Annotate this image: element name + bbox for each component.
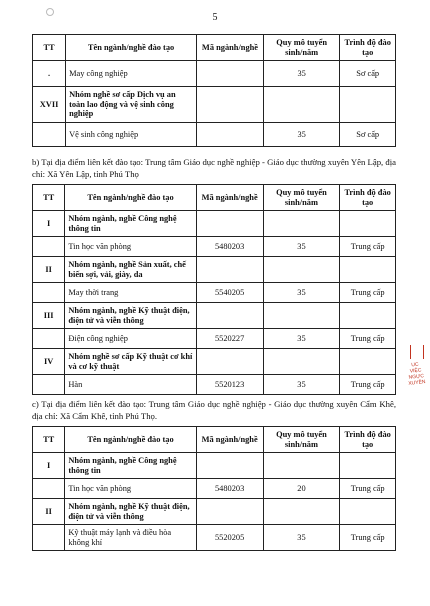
cell-tt: IV: [33, 349, 65, 375]
cell-level: [340, 453, 396, 479]
cell-tt: [33, 375, 65, 395]
page-number: 5: [212, 12, 218, 23]
cell-code: [196, 303, 263, 329]
table-row: [33, 237, 396, 257]
cell-code: 5520123: [196, 375, 263, 395]
header-name: Tên ngành/nghề đào tạo: [65, 185, 196, 211]
table-row: [33, 283, 396, 303]
cell-scale: [263, 303, 340, 329]
cell-tt: I: [33, 211, 65, 237]
table-training-3: [32, 426, 396, 551]
cell-name: Nhóm ngành, nghề Kỹ thuật điện, điện tử và viễn thông: [65, 499, 196, 525]
paragraph-location-b: b) Tại địa điểm liên kết đào tạo: Trung tâm Giáo dục nghề nghiệp - Giáo dục thường xuyên Yên Lập, địa chỉ: Xã Yên Lập, tỉnh Phú Thọ: [32, 157, 396, 179]
cell-scale: [263, 453, 340, 479]
header-scale: Quy mô tuyển sinh/năm: [263, 35, 340, 61]
cell-level: [340, 349, 396, 375]
cell-level: [340, 499, 396, 525]
cell-code: 5480203: [196, 479, 263, 499]
cell-tt: II: [33, 257, 65, 283]
table-group-row: [33, 87, 396, 123]
header-level: Trình độ đào tạo: [340, 35, 396, 61]
cell-scale: 35: [263, 61, 340, 87]
cell-code: 5520205: [196, 525, 263, 551]
cell-level: Trung cấp: [340, 479, 396, 499]
cell-code: [196, 349, 263, 375]
header-tt: TT: [33, 35, 66, 61]
cell-level: Trung cấp: [340, 375, 396, 395]
cell-name: Hàn: [65, 375, 196, 395]
cell-name: May công nghiệp: [66, 61, 197, 87]
table-row: [33, 525, 396, 551]
header-scale: Quy mô tuyển sinh/năm: [263, 185, 340, 211]
cell-tt: II: [33, 499, 65, 525]
table-row: [33, 123, 396, 147]
cell-level: [340, 257, 396, 283]
cell-level: [340, 211, 396, 237]
cell-tt: [33, 283, 65, 303]
cell-code: [196, 211, 263, 237]
cell-name: May thời trang: [65, 283, 196, 303]
cell-level: Trung cấp: [340, 283, 396, 303]
red-stamp-text: UC VIỆC NGỰC XUYÊN: [408, 361, 426, 387]
cell-tt: [33, 525, 65, 551]
table-training-1: [32, 34, 396, 147]
cell-tt: [33, 123, 66, 147]
cell-level: Trung cấp: [340, 237, 396, 257]
cell-code: [197, 87, 264, 123]
table-group-row: [33, 211, 396, 237]
header-scale: Quy mô tuyển sinh/năm: [263, 427, 340, 453]
cell-level: Sơ cấp: [340, 123, 396, 147]
paragraph-location-c: c) Tại địa điểm liên kết đào tạo: Trung tâm Giáo dục nghề nghiệp - Giáo dục thường xuyên Cẩm Khê, địa chỉ: Xã Cẩm Khê, tỉnh Phú Thọ.: [32, 399, 396, 421]
cell-scale: 20: [263, 479, 340, 499]
cell-tt: [33, 479, 65, 499]
cell-scale: 35: [263, 525, 340, 551]
cell-level: Sơ cấp: [340, 61, 396, 87]
cell-code: [196, 499, 263, 525]
cell-name: Nhóm ngành, nghề Sản xuất, chế biến sợi, vải, giày, da: [65, 257, 196, 283]
cell-tt: .: [33, 61, 66, 87]
cell-scale: [263, 499, 340, 525]
header-code: Mã ngành/nghề: [197, 35, 264, 61]
cell-scale: [263, 211, 340, 237]
cell-tt: [33, 329, 65, 349]
cell-name: Kỹ thuật máy lạnh và điều hòa không khí: [65, 525, 196, 551]
cell-tt: XVII: [33, 87, 66, 123]
table-group-row: [33, 303, 396, 329]
header-tt: TT: [33, 427, 65, 453]
cell-tt: III: [33, 303, 65, 329]
table-header-row: [33, 185, 396, 211]
cell-level: Trung cấp: [340, 525, 396, 551]
cell-name: Nhóm ngành, nghề Kỹ thuật điện, điện tử và viễn thông: [65, 303, 196, 329]
table-group-row: [33, 257, 396, 283]
cell-code: 5540205: [196, 283, 263, 303]
header-level: Trình độ đào tạo: [340, 185, 396, 211]
cell-scale: 35: [263, 329, 340, 349]
header-level: Trình độ đào tạo: [340, 427, 396, 453]
cell-scale: 35: [263, 283, 340, 303]
cell-tt: I: [33, 453, 65, 479]
cell-name: Điện công nghiệp: [65, 329, 196, 349]
table-header-row: [33, 35, 396, 61]
cell-name: Nhóm nghề sơ cấp Dịch vụ an toàn lao động và vệ sinh công nghiệp: [66, 87, 197, 123]
cell-code: 5480203: [196, 237, 263, 257]
cell-name: Nhóm ngành, nghề Công nghệ thông tin: [65, 453, 196, 479]
table-row: [33, 61, 396, 87]
table-training-2: [32, 184, 396, 395]
cell-scale: 35: [263, 123, 340, 147]
cell-scale: [263, 349, 340, 375]
cell-code: [196, 257, 263, 283]
header-name: Tên ngành/nghề đào tạo: [66, 35, 197, 61]
cell-scale: [263, 257, 340, 283]
cell-name: Tin học văn phòng: [65, 237, 196, 257]
table-header-row: [33, 427, 396, 453]
cell-code: [197, 123, 264, 147]
table-group-row: [33, 453, 396, 479]
table-row: [33, 479, 396, 499]
cell-scale: [263, 87, 340, 123]
table-group-row: [33, 349, 396, 375]
cell-code: [197, 61, 264, 87]
cell-name: Vệ sinh công nghiệp: [66, 123, 197, 147]
table-row: [33, 329, 396, 349]
cell-name: Nhóm ngành, nghề Công nghệ thông tin: [65, 211, 196, 237]
cell-tt: [33, 237, 65, 257]
cell-scale: 35: [263, 375, 340, 395]
cell-name: Tin học văn phòng: [65, 479, 196, 499]
table-row: [33, 375, 396, 395]
red-stamp-mark: [410, 345, 424, 359]
cell-name: Nhóm nghề sơ cấp Kỹ thuật cơ khí và cơ kỹ thuật: [65, 349, 196, 375]
cell-level: Trung cấp: [340, 329, 396, 349]
header-tt: TT: [33, 185, 65, 211]
cell-code: [196, 453, 263, 479]
cell-code: 5520227: [196, 329, 263, 349]
header-name: Tên ngành/nghề đào tạo: [65, 427, 196, 453]
table-group-row: [33, 499, 396, 525]
header-code: Mã ngành/nghề: [196, 185, 263, 211]
header-code: Mã ngành/nghề: [196, 427, 263, 453]
cell-scale: 35: [263, 237, 340, 257]
cell-level: [340, 87, 396, 123]
cell-level: [340, 303, 396, 329]
